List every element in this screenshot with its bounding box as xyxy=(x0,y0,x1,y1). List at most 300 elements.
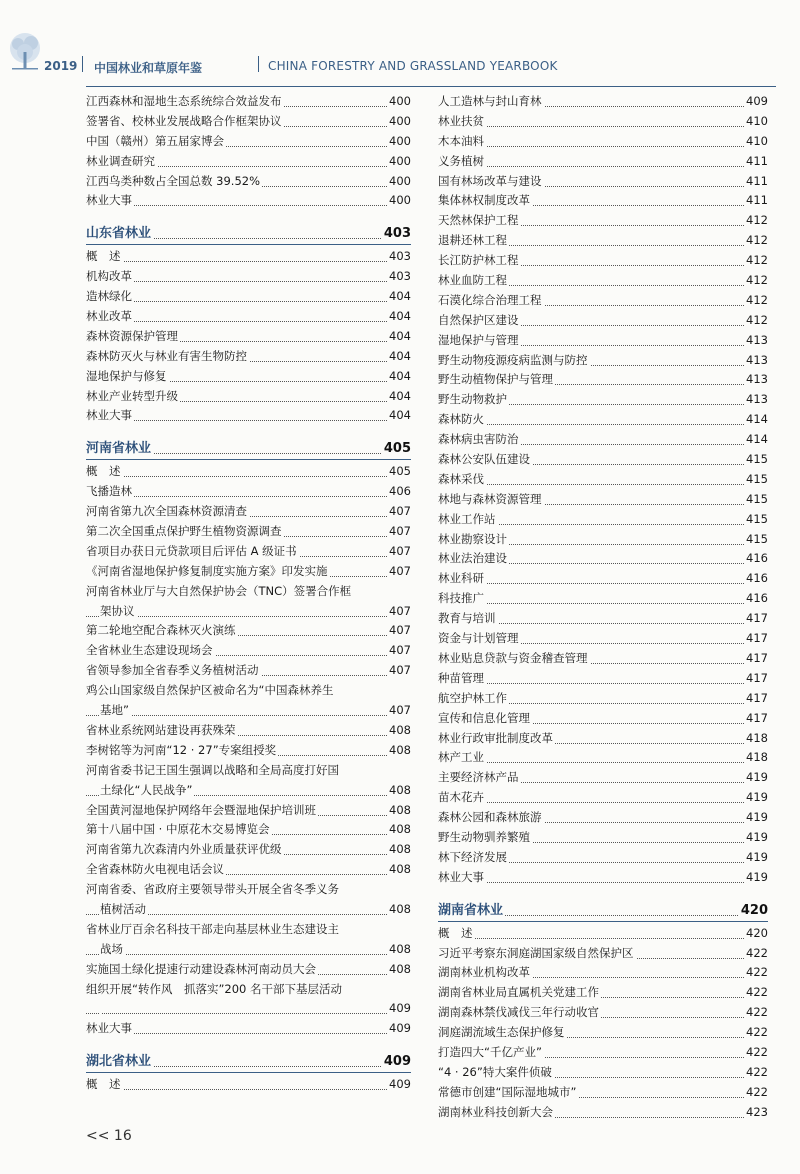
entry-title: 野生动物救护 xyxy=(438,392,507,407)
entry-title: 鸡公山国家级自然保护区被命名为“中国森林养生 xyxy=(86,683,334,698)
entry-page: 422 xyxy=(744,1083,768,1103)
entry-title: “4 · 26”特大案件侦破 xyxy=(438,1064,552,1079)
header-rule xyxy=(86,86,776,87)
toc-entry[interactable] xyxy=(438,370,768,390)
toc-column-left xyxy=(86,92,411,1095)
toc-entry-line[interactable] xyxy=(86,582,411,602)
toc-entry[interactable] xyxy=(86,406,411,426)
toc-entry[interactable] xyxy=(438,490,768,510)
toc-entry[interactable] xyxy=(86,602,411,622)
toc-entry[interactable] xyxy=(438,510,768,530)
page-header xyxy=(0,40,800,90)
entry-title: 省领导参加全省春季义务植树活动 xyxy=(86,663,259,678)
entry-page: 408 xyxy=(387,820,411,840)
entry-title: 林产工业 xyxy=(438,750,484,765)
entry-title: 机构改革 xyxy=(86,269,132,284)
entry-title: 森林病虫害防治 xyxy=(438,432,519,447)
toc-entry[interactable] xyxy=(438,251,768,271)
entry-page: 413 xyxy=(744,331,768,351)
entry-page: 415 xyxy=(744,450,768,470)
entry-page: 422 xyxy=(744,944,768,964)
entry-title: 林业法治建设 xyxy=(438,551,507,566)
entry-page: 400 xyxy=(387,191,411,211)
toc-entry[interactable] xyxy=(86,482,411,502)
toc-entry[interactable] xyxy=(86,1075,411,1095)
entry-title: 全国黄河湿地保护网络年会暨湿地保护培训班 xyxy=(86,802,316,817)
entry-page: 419 xyxy=(744,848,768,868)
toc-entry[interactable] xyxy=(86,152,411,172)
entry-title: 组织开展“转作风 抓落实”200 名干部下基层活动 xyxy=(86,981,343,996)
entry-page: 422 xyxy=(744,1003,768,1023)
toc-entry[interactable] xyxy=(438,788,768,808)
entry-title: 湖南省林业局直属机关党建工作 xyxy=(438,985,599,1000)
toc-entry[interactable] xyxy=(86,721,411,741)
toc-entry[interactable] xyxy=(86,502,411,522)
toc-entry[interactable] xyxy=(438,1063,768,1083)
toc-entry[interactable] xyxy=(86,820,411,840)
entry-title: 种苗管理 xyxy=(438,670,484,685)
entry-page: 415 xyxy=(744,470,768,490)
entry-title: 实施国土绿化提速行动建设森林河南动员大会 xyxy=(86,961,316,976)
entry-title: 长江防护林工程 xyxy=(438,253,519,268)
toc-entry[interactable] xyxy=(86,562,411,582)
toc-entry[interactable] xyxy=(86,347,411,367)
entry-page: 412 xyxy=(744,211,768,231)
entry-page: 416 xyxy=(744,549,768,569)
entry-title: 省项目办获日元贷款项目后评估 A 级证书 xyxy=(86,543,297,558)
entry-title: 第二轮地空配合森林灭火演练 xyxy=(86,623,236,638)
entry-page: 404 xyxy=(387,307,411,327)
toc-entry[interactable] xyxy=(86,92,411,112)
toc-entry[interactable] xyxy=(438,609,768,629)
entry-page: 419 xyxy=(744,788,768,808)
toc-entry[interactable] xyxy=(438,629,768,649)
entry-page: 406 xyxy=(387,482,411,502)
leader-dots xyxy=(438,483,768,485)
entry-title: 教育与培训 xyxy=(438,611,496,626)
leader-dots xyxy=(86,495,411,497)
page-number: << 16 xyxy=(86,1128,132,1144)
toc-entry[interactable] xyxy=(86,900,411,920)
entry-title: 林业血防工程 xyxy=(438,273,507,288)
entry-page: 422 xyxy=(744,983,768,1003)
entry-title: 森林采伐 xyxy=(438,471,484,486)
entry-page: 404 xyxy=(387,367,411,387)
toc-entry[interactable] xyxy=(86,661,411,681)
toc-entry[interactable] xyxy=(86,191,411,211)
entry-page: 422 xyxy=(744,963,768,983)
entry-title: 第二次全国重点保护野生植物资源调查 xyxy=(86,524,282,539)
entry-title: 湖南森林禁伐减伐三年行动收官 xyxy=(438,1005,599,1020)
toc-entry[interactable] xyxy=(438,191,768,211)
toc-entry[interactable] xyxy=(86,287,411,307)
toc-entry[interactable] xyxy=(86,741,411,761)
entry-title: 义务植树 xyxy=(438,153,484,168)
entry-page: 403 xyxy=(387,247,411,267)
entry-page: 407 xyxy=(387,542,411,562)
toc-entry[interactable] xyxy=(438,132,768,152)
toc-entry[interactable] xyxy=(86,701,411,721)
entry-page: 417 xyxy=(744,629,768,649)
entry-title: 河南省林业厅与大自然保护协会（TNC）签署合作框 xyxy=(86,583,352,598)
toc-entry[interactable] xyxy=(86,462,411,482)
toc-entry[interactable] xyxy=(86,307,411,327)
toc-entry[interactable] xyxy=(438,848,768,868)
entry-page: 400 xyxy=(387,112,411,132)
entry-page: 404 xyxy=(387,347,411,367)
entry-page: 404 xyxy=(387,287,411,307)
entry-page: 407 xyxy=(387,502,411,522)
entry-title xyxy=(100,1001,102,1015)
entry-title: 全省森林防火电视电话会议 xyxy=(86,862,224,877)
toc-entry[interactable] xyxy=(438,709,768,729)
toc-entry-line[interactable] xyxy=(86,980,411,1000)
leader-dots xyxy=(438,761,768,763)
leader-dots xyxy=(438,602,768,604)
leader-dots xyxy=(438,937,768,939)
toc-entry[interactable] xyxy=(438,669,768,689)
entry-title: 林业大事 xyxy=(86,193,132,208)
toc-entry[interactable] xyxy=(438,152,768,172)
toc-entry[interactable] xyxy=(438,1023,768,1043)
entry-title: 《河南省湿地保护修复制度实施方案》印发实施 xyxy=(86,563,328,578)
leader-dots xyxy=(86,320,411,322)
header-title-en: CHINA FORESTRY AND GRASSLAND YEARBOOK xyxy=(268,59,558,73)
entry-page: 416 xyxy=(744,569,768,589)
entry-page: 420 xyxy=(744,924,768,944)
entry-page: 417 xyxy=(744,709,768,729)
entry-title: 湖南林业科技创新大会 xyxy=(438,1104,553,1119)
leader-dots xyxy=(438,682,768,684)
toc-entry[interactable] xyxy=(86,860,411,880)
leader-dots xyxy=(86,280,411,282)
entry-title: 全省林业生态建设现场会 xyxy=(86,643,213,658)
entry-page: 408 xyxy=(387,781,411,801)
entry-page: 408 xyxy=(387,940,411,960)
entry-title: 森林公安队伍建设 xyxy=(438,452,530,467)
entry-page: 408 xyxy=(387,721,411,741)
entry-title: 概 述 xyxy=(86,1077,121,1092)
entry-title: 林业大事 xyxy=(86,1021,132,1036)
entry-title: 江西鸟类种数占全国总数 39.52% xyxy=(86,173,261,188)
entry-title: 石漠化综合治理工程 xyxy=(438,292,542,307)
section-rule xyxy=(86,459,411,460)
leader-dots xyxy=(86,475,411,477)
toc-entry[interactable] xyxy=(438,808,768,828)
leader-dots xyxy=(86,300,411,302)
entry-title: 自然保护区建设 xyxy=(438,312,519,327)
entry-page: 404 xyxy=(387,387,411,407)
entry-page: 413 xyxy=(744,370,768,390)
leader-dots xyxy=(438,125,768,127)
toc-entry[interactable] xyxy=(86,387,411,407)
entry-title: 林业大事 xyxy=(438,869,484,884)
toc-entry[interactable] xyxy=(438,390,768,410)
entry-title: 主要经济林产品 xyxy=(438,770,519,785)
leader-dots xyxy=(86,953,411,955)
toc-entry[interactable] xyxy=(438,271,768,291)
entry-page: 417 xyxy=(744,669,768,689)
toc-entry[interactable] xyxy=(438,828,768,848)
entry-title: 河南省第九次森清内外业质量获评优级 xyxy=(86,842,282,857)
entry-page: 409 xyxy=(387,1075,411,1095)
toc-entry[interactable] xyxy=(438,231,768,251)
entry-page: 409 xyxy=(387,1019,411,1039)
entry-page: 407 xyxy=(387,621,411,641)
entry-title: 江西森林和湿地生态系统综合效益发布 xyxy=(86,94,282,108)
entry-page: 413 xyxy=(744,390,768,410)
entry-page: 417 xyxy=(744,689,768,709)
toc-entry-line[interactable] xyxy=(86,681,411,701)
toc-entry[interactable] xyxy=(438,748,768,768)
toc-entry[interactable] xyxy=(86,172,411,192)
toc-entry[interactable] xyxy=(438,92,768,112)
entry-page: 415 xyxy=(744,530,768,550)
entry-title: 湖南林业机构改革 xyxy=(438,965,530,980)
entry-page: 415 xyxy=(744,510,768,530)
entry-title: 航空护林工作 xyxy=(438,690,507,705)
section-rule xyxy=(86,1072,411,1073)
entry-page: 407 xyxy=(387,522,411,542)
entry-title: 宣传和信息化管理 xyxy=(438,710,530,725)
toc-entry[interactable] xyxy=(438,1043,768,1063)
section-rule xyxy=(438,921,768,922)
section-title: 山东省林业 xyxy=(86,226,152,242)
toc-entry[interactable] xyxy=(86,132,411,152)
entry-page: 413 xyxy=(744,351,768,371)
entry-title: 野生动物疫源疫病监测与防控 xyxy=(438,352,588,367)
toc-entry[interactable] xyxy=(86,999,411,1019)
toc-entry[interactable] xyxy=(438,1103,768,1123)
entry-page: 412 xyxy=(744,251,768,271)
entry-page: 410 xyxy=(744,132,768,152)
entry-page: 405 xyxy=(387,462,411,482)
toc-entry[interactable] xyxy=(438,430,768,450)
entry-title: 习近平考察东洞庭湖国家级自然保护区 xyxy=(438,945,634,960)
entry-title: 战场 xyxy=(100,941,123,956)
toc-entry[interactable] xyxy=(86,781,411,801)
entry-title: 概 述 xyxy=(86,464,121,479)
entry-page: 418 xyxy=(744,748,768,768)
entry-page: 411 xyxy=(744,172,768,192)
entry-page: 422 xyxy=(744,1043,768,1063)
toc-entry[interactable] xyxy=(86,641,411,661)
entry-title: 洞庭湖流域生态保护修复 xyxy=(438,1025,565,1040)
entry-page: 403 xyxy=(387,267,411,287)
entry-title: 造林绿化 xyxy=(86,289,132,304)
toc-entry[interactable] xyxy=(438,470,768,490)
section-title: 湖北省林业 xyxy=(86,1054,152,1070)
entry-page: 407 xyxy=(387,661,411,681)
tree-logo-icon xyxy=(6,30,44,74)
toc-entry[interactable] xyxy=(438,410,768,430)
leader-dots xyxy=(438,881,768,883)
toc-entry[interactable] xyxy=(86,960,411,980)
toc-entry[interactable] xyxy=(86,267,411,287)
entry-title: 林业贴息贷款与资金稽查管理 xyxy=(438,650,588,665)
entry-page: 416 xyxy=(744,589,768,609)
entry-title: 飞播造林 xyxy=(86,484,132,499)
toc-entry[interactable] xyxy=(438,729,768,749)
entry-title: 林业勘察设计 xyxy=(438,531,507,546)
toc-entry[interactable] xyxy=(86,940,411,960)
toc-entry[interactable] xyxy=(438,549,768,569)
toc-entry[interactable] xyxy=(438,530,768,550)
toc-entry[interactable] xyxy=(438,963,768,983)
leader-dots xyxy=(438,165,768,167)
toc-entry[interactable] xyxy=(438,1083,768,1103)
leader-dots xyxy=(438,582,768,584)
toc-entry-line[interactable] xyxy=(86,761,411,781)
entry-page: 423 xyxy=(744,1103,768,1123)
toc-entry[interactable] xyxy=(438,331,768,351)
entry-title: 野生动植物保护与管理 xyxy=(438,372,553,387)
toc-entry[interactable] xyxy=(438,868,768,888)
entry-page: 400 xyxy=(387,152,411,172)
entry-page: 408 xyxy=(387,741,411,761)
toc-entry[interactable] xyxy=(438,944,768,964)
entry-title: 野生动物驯养繁殖 xyxy=(438,829,530,844)
entry-title: 国有林场改革与建设 xyxy=(438,173,542,188)
entry-page: 408 xyxy=(387,960,411,980)
entry-title: 省林业厅百余名科技干部走向基层林业生态建设主 xyxy=(86,921,339,936)
entry-title: 林下经济发展 xyxy=(438,849,507,864)
toc-entry[interactable] xyxy=(86,1019,411,1039)
entry-title: 森林资源保护管理 xyxy=(86,328,178,343)
toc-entry[interactable] xyxy=(86,621,411,641)
entry-title: 打造四大“千亿产业” xyxy=(438,1044,542,1059)
entry-page: 400 xyxy=(387,172,411,192)
toc-section-heading[interactable] xyxy=(86,223,411,244)
entry-title: 植树活动 xyxy=(100,901,146,916)
entry-title: 林业大事 xyxy=(86,408,132,423)
toc-entry[interactable] xyxy=(438,172,768,192)
toc-entry[interactable] xyxy=(86,367,411,387)
header-divider xyxy=(82,56,83,72)
toc-section-heading[interactable] xyxy=(438,900,768,921)
toc-entry[interactable] xyxy=(438,1003,768,1023)
header-year: 2019 xyxy=(44,59,78,73)
entry-page: 410 xyxy=(744,112,768,132)
entry-page: 419 xyxy=(744,808,768,828)
section-title: 河南省林业 xyxy=(86,441,152,457)
entry-title: 湿地保护与管理 xyxy=(438,332,519,347)
entry-page: 417 xyxy=(744,609,768,629)
leader-dots xyxy=(86,1088,411,1090)
toc-entry[interactable] xyxy=(438,569,768,589)
toc-entry[interactable] xyxy=(438,689,768,709)
entry-page: 412 xyxy=(744,231,768,251)
toc-entry[interactable] xyxy=(438,768,768,788)
entry-page: 408 xyxy=(387,860,411,880)
toc-entry[interactable] xyxy=(438,211,768,231)
section-page: 420 xyxy=(739,900,768,921)
section-page: 403 xyxy=(382,223,411,244)
entry-page: 409 xyxy=(744,92,768,112)
leader-dots xyxy=(86,1032,411,1034)
entry-page: 414 xyxy=(744,410,768,430)
leader-dots xyxy=(438,145,768,147)
section-page: 405 xyxy=(382,438,411,459)
entry-title: 森林防灭火与林业有害生物防控 xyxy=(86,348,247,363)
toc-entry[interactable] xyxy=(438,589,768,609)
leader-dots xyxy=(438,801,768,803)
toc-entry[interactable] xyxy=(438,983,768,1003)
leader-dots xyxy=(86,419,411,421)
entry-title: 集体林权制度改革 xyxy=(438,193,530,208)
entry-title: 概 述 xyxy=(86,249,121,264)
toc-entry[interactable] xyxy=(438,924,768,944)
leader-dots xyxy=(86,260,411,262)
entry-page: 415 xyxy=(744,490,768,510)
toc-entry[interactable] xyxy=(86,542,411,562)
entry-page: 400 xyxy=(387,132,411,152)
toc-entry[interactable] xyxy=(438,311,768,331)
toc-section-heading[interactable] xyxy=(86,1051,411,1072)
toc-entry[interactable] xyxy=(86,247,411,267)
entry-title: 架协议 xyxy=(100,603,135,618)
entry-title: 河南省委、省政府主要领导带头开展全省冬季义务 xyxy=(86,882,339,897)
entry-page: 407 xyxy=(387,641,411,661)
entry-title: 土绿化“人民战争” xyxy=(100,782,193,797)
entry-title: 林业工作站 xyxy=(438,511,496,526)
entry-title: 林业产业转型升级 xyxy=(86,388,178,403)
entry-title: 概 述 xyxy=(438,925,473,940)
entry-title: 河南省委书记王国生强调以战略和全局高度打好国 xyxy=(86,762,339,777)
entry-title: 李树铭等为河南“12 · 27”专案组授奖 xyxy=(86,742,277,757)
toc-entry[interactable] xyxy=(86,112,411,132)
entry-title: 中国（赣州）第五届家博会 xyxy=(86,133,224,148)
entry-page: 404 xyxy=(387,327,411,347)
entry-page: 419 xyxy=(744,828,768,848)
toc-entry[interactable] xyxy=(438,112,768,132)
toc-entry[interactable] xyxy=(86,522,411,542)
entry-page: 407 xyxy=(387,602,411,622)
leader-dots xyxy=(86,1012,411,1014)
toc-entry-line[interactable] xyxy=(86,920,411,940)
entry-title: 森林公园和森林旅游 xyxy=(438,810,542,825)
entry-title: 签署省、校林业发展战略合作框架协议 xyxy=(86,113,282,128)
entry-page: 400 xyxy=(387,92,411,112)
entry-page: 408 xyxy=(387,900,411,920)
entry-title: 森林防火 xyxy=(438,412,484,427)
toc-entry[interactable] xyxy=(86,801,411,821)
toc-entry[interactable] xyxy=(438,291,768,311)
toc-section-heading[interactable] xyxy=(86,438,411,459)
entry-page: 419 xyxy=(744,768,768,788)
entry-title: 林业行政审批制度改革 xyxy=(438,730,553,745)
toc-column-right xyxy=(438,92,768,1123)
entry-page: 414 xyxy=(744,430,768,450)
entry-page: 408 xyxy=(387,840,411,860)
entry-title: 第十八届中国 · 中原花木交易博览会 xyxy=(86,822,270,837)
entry-page: 404 xyxy=(387,406,411,426)
toc-entry[interactable] xyxy=(438,649,768,669)
entry-page: 422 xyxy=(744,1023,768,1043)
toc-entry[interactable] xyxy=(86,327,411,347)
toc-entry[interactable] xyxy=(86,840,411,860)
toc-entry[interactable] xyxy=(438,351,768,371)
toc-entry-line[interactable] xyxy=(86,880,411,900)
entry-page: 418 xyxy=(744,729,768,749)
entry-page: 411 xyxy=(744,152,768,172)
entry-title: 科技推广 xyxy=(438,591,484,606)
entry-title: 基地” xyxy=(100,703,129,718)
toc-entry[interactable] xyxy=(438,450,768,470)
entry-title: 常德市创建“国际湿地城市” xyxy=(438,1084,577,1099)
entry-page: 417 xyxy=(744,649,768,669)
entry-page: 409 xyxy=(387,999,411,1019)
